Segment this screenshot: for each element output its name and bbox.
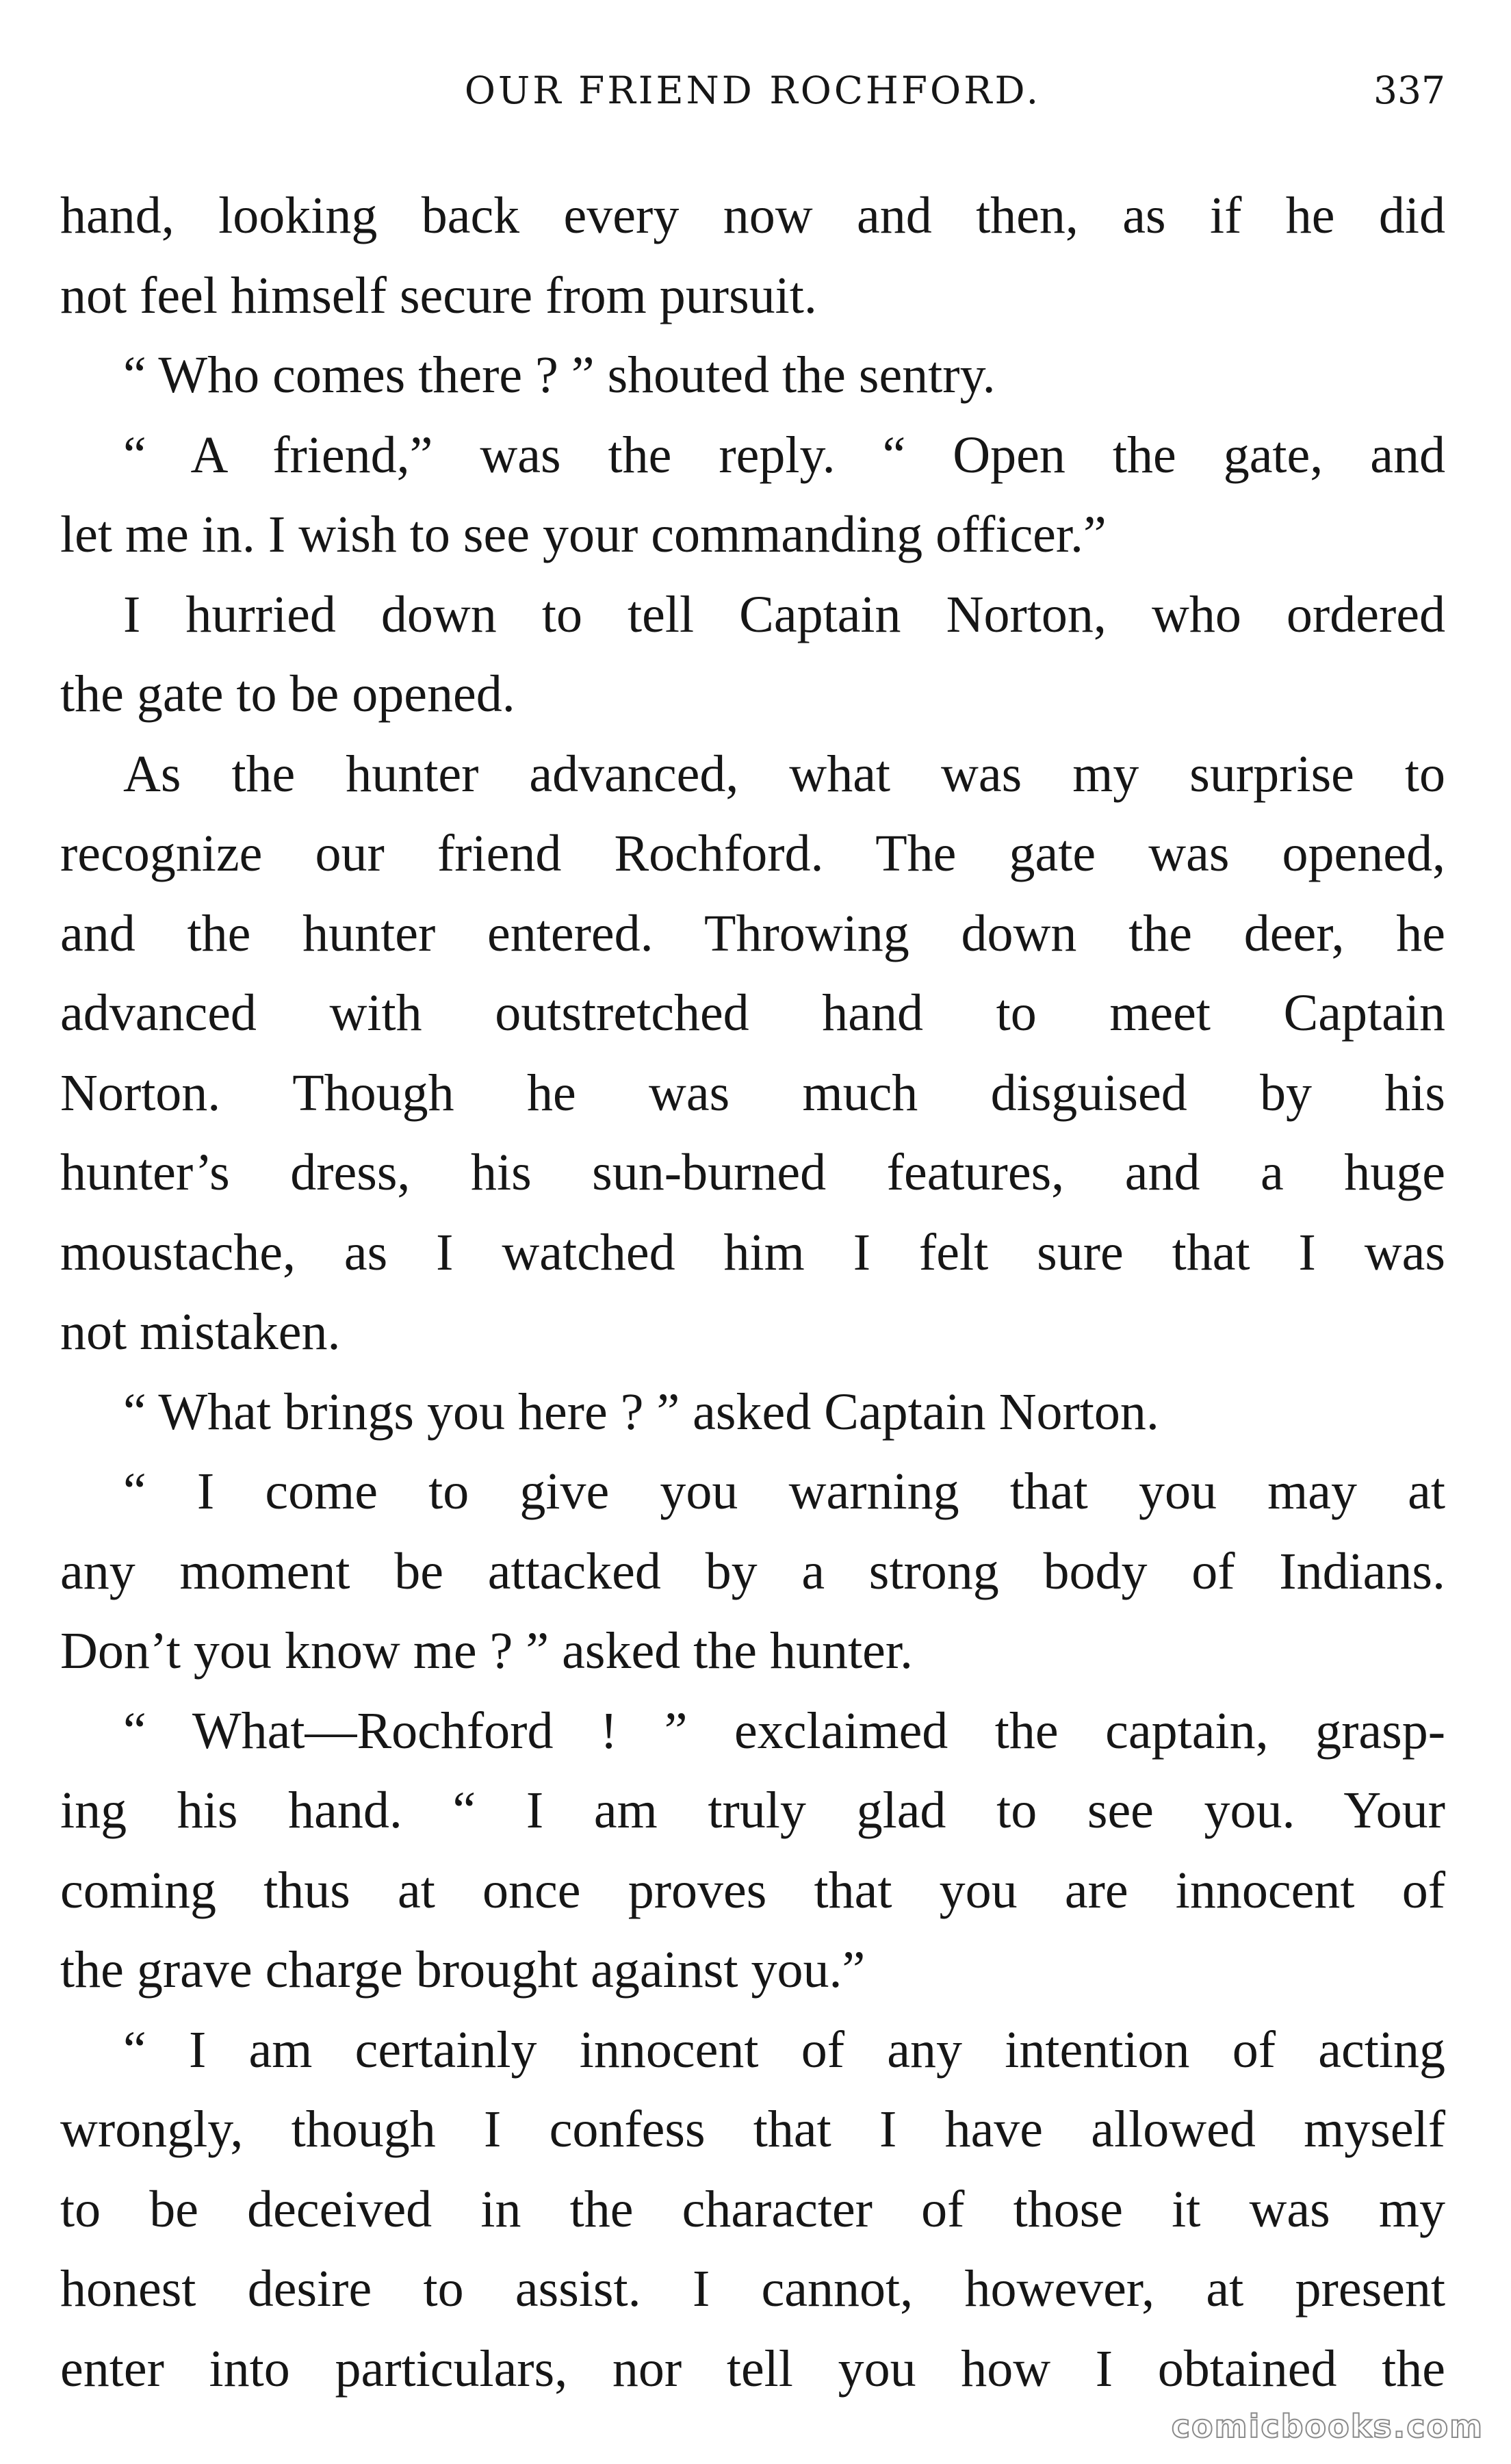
text-line: Norton. Though he was much disguised by his <box>60 1064 1445 1122</box>
text-line: not feel himself secure from pursuit. <box>60 266 817 324</box>
running-head <box>60 63 1445 118</box>
running-title: OUR FRIEND ROCHFORD. <box>464 68 1042 112</box>
text-line: any moment be attacked by a strong body of Indians. <box>60 1542 1445 1600</box>
text-line: As the hunter advanced, what was my surprise to <box>123 745 1445 803</box>
text-line: moustache, as I watched him I felt sure that I was <box>60 1223 1445 1281</box>
text-line: and the hunter entered. Throwing down the deer, he <box>60 904 1445 962</box>
text-line: let me in. I wish to see your commanding officer.” <box>60 506 1107 563</box>
text-line: I hurried down to tell Captain Norton, who ordered <box>123 585 1445 643</box>
text-line: recognize our friend Rochford. The gate was opened, <box>60 825 1445 882</box>
text-line: advanced with outstretched hand to meet Captain <box>60 984 1445 1042</box>
text-line: to be deceived in the character of those it was my <box>60 2180 1445 2238</box>
text-line: hand, looking back every now and then, as if he did <box>60 187 1445 244</box>
text-line: honest desire to assist. I cannot, however, at present <box>60 2260 1445 2318</box>
text-line: “ A friend,” was the reply. “ Open the gate, and <box>123 426 1445 484</box>
text-line: ing his hand. “ I am truly glad to see you. Your <box>60 1782 1445 1839</box>
text-line: “ I come to give you warning that you may at <box>123 1463 1445 1520</box>
text-line: “ I am certainly innocent of any intention of acting <box>123 2020 1445 2079</box>
text-line: the gate to be opened. <box>60 665 515 723</box>
text-line: “ Who comes there ? ” shouted the sentry. <box>123 346 996 404</box>
text-line: hunter’s dress, his sun-burned features, and a huge <box>60 1144 1445 1201</box>
body-text <box>60 176 1445 2409</box>
text-line: “ What—Rochford ! ” exclaimed the captain, grasp- <box>123 1702 1445 1760</box>
text-line: Don’t you know me ? ” asked the hunter. <box>60 1622 913 1680</box>
text-line: enter into particulars, nor tell you how I obtained the <box>60 2339 1445 2398</box>
text-line: not mistaken. <box>60 1303 341 1361</box>
text-line: coming thus at once proves that you are innocent of <box>60 1861 1445 1919</box>
text-line: wrongly, though I confess that I have allowed myself <box>60 2101 1445 2158</box>
text-line: the grave charge brought against you.” <box>60 1941 866 1999</box>
text-line: “ What brings you here ? ” asked Captain Norton. <box>123 1383 1159 1441</box>
page-number: 337 <box>1373 68 1445 112</box>
watermark: comicbooks.com <box>1171 2408 1484 2445</box>
